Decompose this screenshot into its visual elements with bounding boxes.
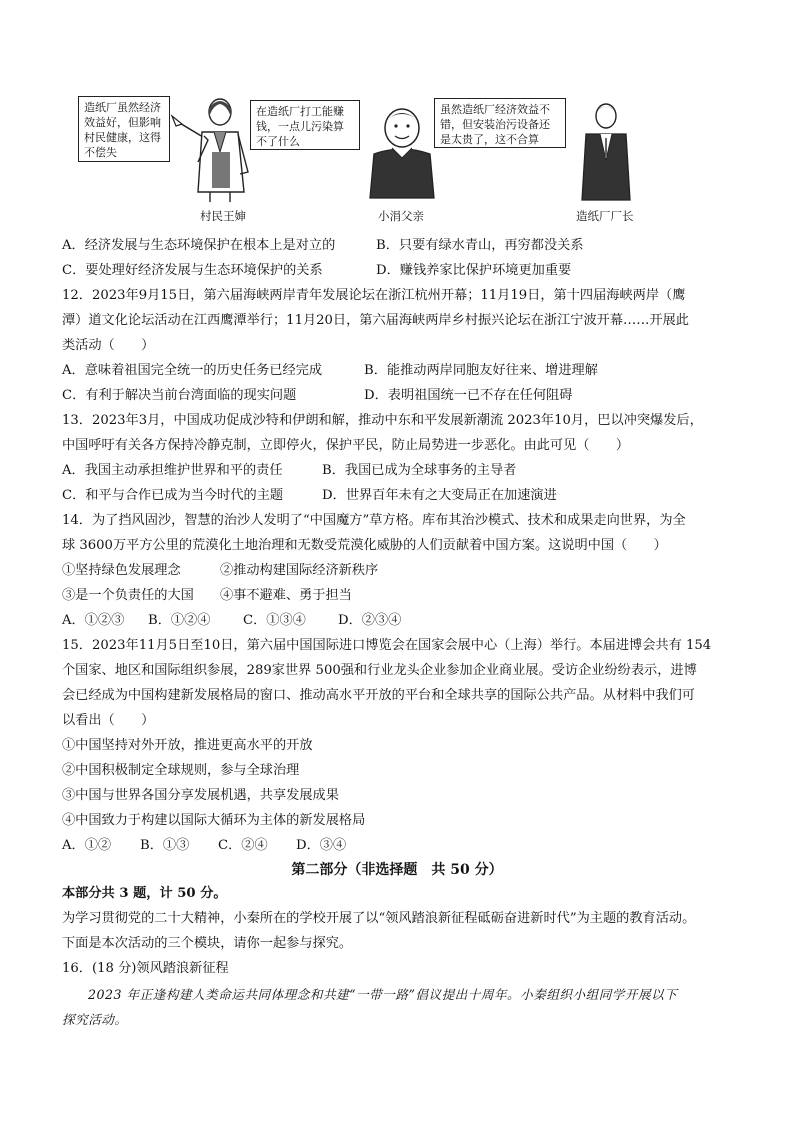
q15-statement-4: ④中国致力于构建以国际大循环为主体的新发展格局 [62, 813, 366, 828]
q15-option-c: C．②④ [218, 838, 268, 853]
q14-statement-4: ④事不避难、勇于担当 [220, 588, 352, 603]
q14-statement-1: ①坚持绿色发展理念 [62, 563, 181, 578]
q11-option-d: D．赚钱养家比保护环境更加重要 [376, 263, 572, 278]
bubble-line: 不了什么 [256, 135, 300, 148]
q15-option-b: B．①③ [140, 838, 190, 853]
q12-option-a: A．意味着祖国完全统一的历史任务已经完成 [62, 363, 323, 378]
q13-option-d: D．世界百年未有之大变局正在加速演进 [322, 488, 557, 503]
q14-option-a: A．①②③ [62, 613, 125, 628]
caption-factory-manager: 造纸厂厂长 [576, 209, 634, 223]
q12-option-d: D．表明祖国统一已不存在任何阻碍 [364, 388, 573, 403]
part2-intro-line: 下面是本次活动的三个模块，请你一起参与探究。 [62, 936, 353, 951]
q14-option-b: B．①②④ [148, 613, 211, 628]
father-figure [362, 106, 442, 206]
q13-stem-line: 13．2023年3月，中国成功促成沙特和伊朗和解，推动中东和平发展新潮流 2023年10月，巴以冲突爆发后， [62, 413, 703, 428]
q12-option-b: B．能推动两岸同胞友好往来、增进理解 [364, 363, 598, 378]
q11-option-c: C．要处理好经济发展与生态环境保护的关系 [62, 263, 323, 278]
q11-option-b: B．只要有绿水青山，再穷都没关系 [376, 238, 584, 253]
factory-manager-figure [570, 100, 642, 204]
bubble-line: 是太贵了，这不合算 [440, 133, 539, 146]
q13-option-b: B．我国已成为全球事务的主导者 [322, 463, 517, 478]
caption-villager: 村民王婶 [200, 209, 246, 223]
bubble-line: 虽然造纸厂经济效益不 [440, 103, 550, 116]
q15-stem-line: 会已经成为中国构建新发展格局的窗口、推动高水平开放的平台和全球共享的国际公共产品。从材料中我们可 [62, 688, 695, 703]
caption-father: 小涓父亲 [378, 209, 424, 223]
q15-option-a: A．①② [62, 838, 112, 853]
q16-text-line: 探究活动。 [62, 1012, 128, 1027]
part2-title: 第二部分（非选择题 共 50 分） [291, 862, 503, 878]
villager-woman-figure [168, 92, 258, 204]
bubble-line: 错，但安装治污设备还 [440, 118, 550, 131]
speech-bubble-factory-manager [434, 98, 566, 148]
q12-stem-line: 类活动（ ） [62, 338, 155, 353]
q14-statement-3: ③是一个负责任的大国 [62, 588, 194, 603]
q11-option-a: A．经济发展与生态环境保护在根本上是对立的 [62, 238, 336, 253]
q14-option-c: C．①③④ [243, 613, 306, 628]
bubble-line: 村民健康，这得 [84, 131, 161, 144]
speech-bubble-father [250, 100, 360, 150]
q15-statement-2: ②中国积极制定全球规则，参与全球治理 [62, 763, 300, 778]
q15-stem-line: 个国家、地区和国际组织参展，289家世界 500强和行业龙头企业参加企业商业展。受访企业纷纷表示，进博 [62, 663, 697, 678]
part2-note: 本部分共 3 题，计 50 分。 [62, 886, 227, 901]
q14-option-d: D．②③④ [338, 613, 402, 628]
q15-statement-1: ①中国坚持对外开放，推进更高水平的开放 [62, 738, 313, 753]
cartoon-illustration [0, 88, 794, 228]
q13-stem-line: 中国呼吁有关各方保持冷静克制，立即停火，保护平民，防止局势进一步恶化。由此可见（ ） [62, 438, 630, 453]
q13-option-c: C．和平与合作已成为当今时代的主题 [62, 488, 284, 503]
q14-stem-line: 球 3600万平方公里的荒漠化土地治理和无数受荒漠化威胁的人们贡献着中国方案。这说明中国（ ） [62, 538, 667, 553]
q15-stem-line: 15．2023年11月5日至10日，第六届中国国际进口博览会在国家会展中心（上海）举行。本届进博会共有 154 [62, 638, 712, 653]
q15-statement-3: ③中国与世界各国分享发展机遇，共享发展成果 [62, 788, 339, 803]
bubble-line: 效益好，但影响 [84, 116, 161, 129]
speech-bubble-villager [78, 96, 170, 162]
q15-stem-line: 以看出（ ） [62, 713, 155, 728]
q16-title: 16．(18 分)领风踏浪新征程 [62, 961, 229, 976]
bubble-line: 钱，一点儿污染算 [256, 120, 344, 133]
q12-option-c: C．有利于解决当前台湾面临的现实问题 [62, 388, 297, 403]
bubble-line: 造纸厂虽然经济 [84, 101, 161, 114]
q14-stem-line: 14．为了挡风固沙，智慧的治沙人发明了“中国魔方”草方格。库布其治沙模式、技术和成果走向世界，为全 [62, 513, 686, 528]
bubble-line: 在造纸厂打工能赚 [256, 105, 344, 118]
q15-option-d: D．③④ [296, 838, 347, 853]
part2-intro-line: 为学习贯彻党的二十大精神，小秦所在的学校开展了以“领风踏浪新征程砥砺奋进新时代”为主题的教育活动。 [62, 911, 696, 926]
q13-option-a: A．我国主动承担维护世界和平的责任 [62, 463, 283, 478]
q14-statement-2: ②推动构建国际经济新秩序 [220, 563, 379, 578]
q12-stem-line: 潭）道文化论坛活动在江西鹰潭举行；11月20日，第六届海峡两岸乡村振兴论坛在浙江宁波开幕……开展此 [62, 313, 689, 328]
q12-stem-line: 12．2023年9月15日，第六届海峡两岸青年发展论坛在浙江杭州开幕；11月19日，第十四届海峡两岸（鹰 [62, 288, 686, 303]
bubble-line: 不偿失 [84, 146, 117, 159]
q16-text-line: 2023 年正逢构建人类命运共同体理念和共建“一带一路”倡议提出十周年。小秦组织小组同学开展以下 [88, 987, 678, 1002]
